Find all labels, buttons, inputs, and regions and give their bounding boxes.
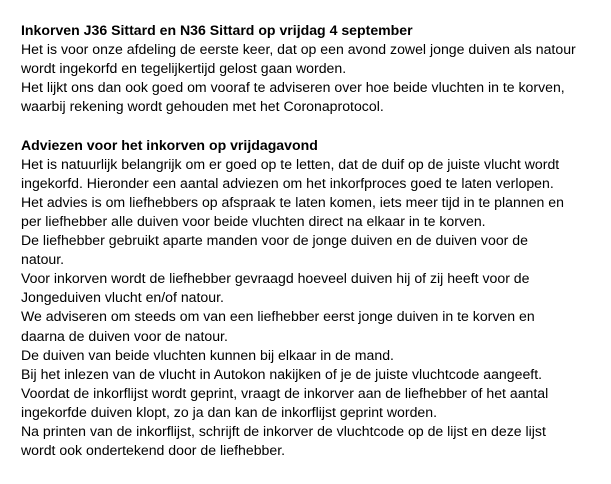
paragraph-line: wordt ingekorfd en tegelijkertijd gelost gaan worden. (21, 60, 347, 77)
paragraph-line: per liefhebber alle duiven voor beide vluchten direct na elkaar in te korven. (21, 212, 486, 229)
paragraph-line: daarna de duiven voor de natour. (21, 327, 228, 344)
paragraph-line: ingekorfd. Hieronder een aantal adviezen om het inkorfproces goed te laten verlopen. (21, 174, 554, 191)
section-heading-inkorven: Inkorven J36 Sittard en N36 Sittard op vrijdag 4 september (21, 22, 413, 38)
section-heading-adviezen: Adviezen voor het inkorven op vrijdagavond (21, 136, 318, 153)
paragraph-line: Het lijkt ons dan ook goed om vooraf te adviseren over hoe beide vluchten in te korven, (21, 79, 565, 96)
paragraph-line: wordt ook ondertekend door de liefhebber. (21, 442, 286, 459)
paragraph-line: Jongeduiven vlucht en/of natour. (21, 289, 224, 306)
document-body (21, 21, 601, 460)
paragraph-line: waarbij rekening wordt gehouden met het Coronaprotocol. (21, 98, 384, 115)
paragraph-line: Voor inkorven wordt de liefhebber gevraagd hoeveel duiven hij of zij heeft voor de (21, 270, 530, 287)
paragraph-line: De liefhebber gebruikt aparte manden voor de jonge duiven en de duiven voor de (21, 232, 528, 249)
paragraph-line: Het is natuurlijk belangrijk om er goed op te letten, dat de duif op de juiste vlucht wordt (21, 155, 560, 172)
paragraph-line: Het advies is om liefhebbers op afspraak te laten komen, iets meer tijd in te plannen en (21, 193, 564, 210)
paragraph-line: Het is voor onze afdeling de eerste keer, dat op een avond zowel jonge duiven als natour (21, 41, 576, 58)
paragraph-line: Voordat de inkorflijst wordt geprint, vraagt de inkorver aan de liefhebber of het aantal (21, 384, 549, 401)
paragraph-line: natour. (21, 251, 65, 268)
paragraph-line: We adviseren om steeds om van een liefhebber eerst jonge duiven in te korven en (21, 308, 535, 325)
paragraph-line: De duiven van beide vluchten kunnen bij elkaar in de mand. (21, 346, 394, 363)
paragraph-line: Bij het inlezen van de vlucht in Autokon nakijken of je de juiste vluchtcode aangeeft. (21, 365, 543, 382)
paragraph-line: Na printen van de inkorflijst, schrijft de inkorver de vluchtcode op de lijst en deze lijst (21, 422, 546, 439)
section-spacer (21, 116, 601, 135)
paragraph-line: ingekorfde duiven klopt, zo ja dan kan de inkorflijst geprint worden. (21, 403, 438, 420)
